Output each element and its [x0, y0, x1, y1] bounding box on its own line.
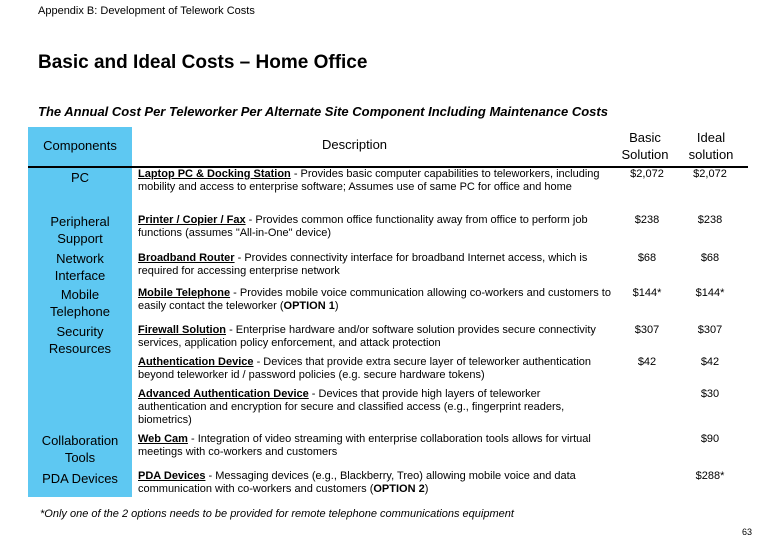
component-pda-devices: PDA Devices — [42, 471, 118, 486]
component-mobile-telephone — [28, 286, 132, 320]
row-text: - Devices that provide high layers of teleworker authentication and encryption for secure and classified access (e.g., fingerprint readers, biometrics) — [138, 388, 565, 426]
row-text: - Provides connectivity interface for broadband Internet access, which is required for accessing enterprise network — [138, 252, 588, 277]
row-text: - Integration of video streaming with enterprise collaboration tools allows for virtual meetings with co-workers and customers — [138, 433, 591, 458]
ideal-cost: $90 — [700, 433, 720, 445]
components-header: Components — [43, 138, 117, 153]
description-header: Description — [322, 137, 388, 152]
table-row — [138, 214, 612, 240]
ideal-cost: $42 — [700, 356, 720, 368]
row-tail: ) — [334, 300, 339, 312]
row-text: - Provides basic computer capabilities to teleworkers, including mobility and access to enterprise software; Assumes use of same PC for office and home — [138, 168, 600, 193]
component-line: Tools — [64, 450, 96, 465]
component-security-resources — [28, 323, 132, 357]
basic-cost: $144* — [632, 287, 662, 299]
basic-cost: $2,072 — [630, 168, 664, 180]
row-text: - Enterprise hardware and/or software solution provides secure connectivity services, application policy enforcement, and attack protection — [138, 324, 596, 349]
row-keyword: Broadband Router — [138, 252, 235, 264]
appendix-label: Appendix B: Development of Telework Costs — [38, 5, 255, 17]
component-line: Resources — [48, 341, 112, 356]
component-collaboration-tools — [28, 432, 132, 466]
footnote: *Only one of the 2 options needs to be provided for remote telephone communications equipment — [40, 508, 514, 520]
ideal-cost: $68 — [700, 252, 720, 264]
basic-header-line2: Solution — [621, 147, 669, 162]
ideal-cost: $238 — [697, 214, 723, 226]
row-keyword: Laptop PC & Docking Station — [138, 168, 291, 180]
basic-solution-header — [612, 129, 678, 163]
component-line: Network — [56, 251, 104, 266]
component-line: Peripheral — [50, 214, 110, 229]
component-line: Telephone — [50, 304, 110, 319]
component-peripheral-support — [28, 213, 132, 247]
table-subtitle: The Annual Cost Per Teleworker Per Alternate Site Component Including Maintenance Costs — [38, 104, 608, 119]
table-row — [138, 388, 612, 427]
table-row — [138, 470, 612, 496]
ideal-solution-header — [678, 129, 744, 163]
basic-cost: $68 — [637, 252, 657, 264]
table-row — [138, 168, 612, 194]
component-line: Mobile — [60, 287, 100, 302]
row-keyword: Advanced Authentication Device — [138, 388, 309, 400]
row-keyword: Printer / Copier / Fax — [138, 214, 246, 226]
component-network-interface — [28, 250, 132, 284]
row-keyword: Firewall Solution — [138, 324, 227, 336]
component-line: Collaboration — [41, 433, 119, 448]
row-keyword: Web Cam — [138, 433, 188, 445]
ideal-cost: $288* — [695, 470, 725, 482]
component-pc: PC — [70, 170, 90, 185]
page-number: 63 — [742, 527, 753, 537]
row-text: - Devices that provide extra secure layer of teleworker authentication beyond teleworker id / password policies (e.g. secure hardware tokens) — [138, 356, 592, 381]
ideal-header-line1: Ideal — [696, 130, 726, 145]
component-line: Support — [57, 231, 103, 246]
basic-cost: $238 — [634, 214, 660, 226]
table-row — [138, 356, 612, 382]
row-text: - Provides mobile voice communication allowing co-workers and customers to easily contact the teleworker ( — [138, 287, 611, 312]
ideal-cost: $307 — [697, 324, 723, 336]
row-keyword: Authentication Device — [138, 356, 254, 368]
page-title: Basic and Ideal Costs – Home Office — [38, 52, 368, 73]
ideal-cost: $144* — [695, 287, 725, 299]
component-line: Interface — [54, 268, 106, 283]
row-keyword: Mobile Telephone — [138, 287, 231, 299]
table-row — [138, 433, 612, 459]
table-row — [138, 252, 612, 278]
basic-cost: $307 — [634, 324, 660, 336]
row-text: - Provides common office functionality away from office to perform job functions (assumes "All-in-One" device) — [138, 214, 588, 239]
table-row — [138, 287, 612, 313]
basic-cost: $42 — [637, 356, 657, 368]
basic-header-line1: Basic — [629, 130, 661, 145]
component-line: Security — [56, 324, 104, 339]
ideal-cost: $30 — [700, 388, 720, 400]
table-row — [138, 324, 612, 350]
row-text: - Messaging devices (e.g., Blackberry, Treo) allowing mobile voice and data communication with co-workers and customers ( — [138, 470, 576, 495]
ideal-cost: $2,072 — [693, 168, 727, 180]
row-option: OPTION 2 — [373, 483, 425, 495]
ideal-header-line2: solution — [688, 147, 734, 162]
row-tail: ) — [424, 483, 429, 495]
row-keyword: PDA Devices — [138, 470, 206, 482]
row-option: OPTION 1 — [283, 300, 335, 312]
